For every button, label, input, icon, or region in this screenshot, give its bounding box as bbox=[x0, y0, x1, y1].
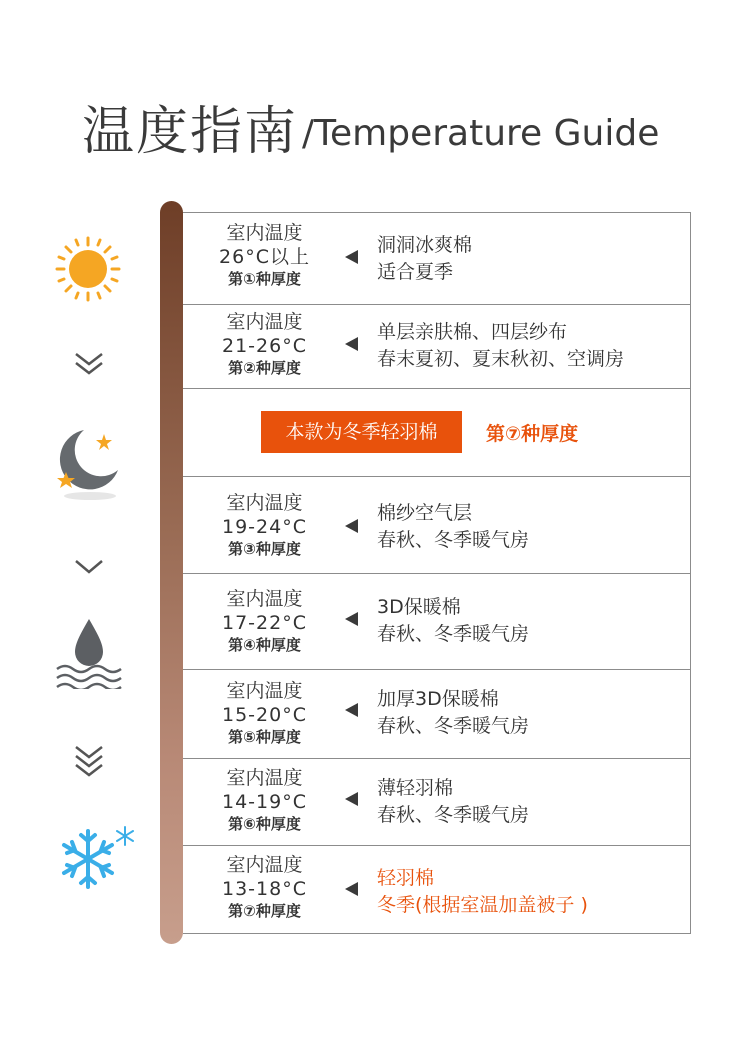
chevron-double-down-icon bbox=[73, 744, 105, 782]
row-temperature: 26°C以上 bbox=[219, 246, 310, 268]
current-product-thickness: 第⑦种厚度 bbox=[486, 423, 579, 445]
row-material: 单层亲肤棉、四层纱布 bbox=[377, 321, 568, 343]
row-thickness: 第④种厚度 bbox=[228, 636, 301, 654]
guide-row-3 bbox=[183, 476, 691, 574]
arrow-left-icon bbox=[345, 703, 358, 717]
row-season: 冬季(根据室温加盖被子 ) bbox=[377, 894, 588, 916]
arrow-left-icon bbox=[345, 250, 358, 264]
row-temperature: 15-20°C bbox=[222, 704, 307, 726]
page-title bbox=[82, 92, 659, 162]
row-label: 室内温度 bbox=[226, 854, 303, 876]
sun-icon bbox=[55, 236, 121, 302]
moon-stars-icon bbox=[54, 426, 126, 502]
row-thickness: 第②种厚度 bbox=[228, 359, 301, 377]
row-label: 室内温度 bbox=[226, 588, 303, 610]
arrow-left-icon bbox=[345, 792, 358, 806]
row-temperature: 19-24°C bbox=[222, 516, 307, 538]
arrow-left-icon bbox=[345, 612, 358, 626]
chevron-double-down-icon bbox=[73, 350, 105, 378]
row-label: 室内温度 bbox=[226, 492, 303, 514]
row-material: 3D保暖棉 bbox=[377, 596, 461, 618]
row-thickness: 第①种厚度 bbox=[228, 270, 301, 288]
row-season: 春秋、冬季暖气房 bbox=[377, 715, 530, 737]
arrow-left-icon bbox=[345, 337, 358, 351]
guide-row-2 bbox=[183, 304, 691, 389]
row-season: 春秋、冬季暖气房 bbox=[377, 623, 530, 645]
row-season: 春秋、冬季暖气房 bbox=[377, 804, 530, 826]
row-material: 棉纱空气层 bbox=[377, 502, 473, 524]
current-product-badge: 本款为冬季轻羽棉 bbox=[261, 411, 462, 453]
guide-row-1 bbox=[183, 212, 691, 305]
snowflake-icon bbox=[55, 823, 137, 895]
guide-row-4 bbox=[183, 573, 691, 670]
row-thickness: 第⑤种厚度 bbox=[228, 728, 301, 746]
arrow-left-icon bbox=[345, 519, 358, 533]
title-english: /Temperature Guide bbox=[302, 113, 660, 154]
row-temperature: 14-19°C bbox=[222, 791, 307, 813]
row-thickness: 第③种厚度 bbox=[228, 540, 301, 558]
row-temperature: 13-18°C bbox=[222, 878, 307, 900]
row-label: 室内温度 bbox=[226, 311, 303, 333]
row-season: 适合夏季 bbox=[377, 261, 454, 283]
row-temperature: 17-22°C bbox=[222, 612, 307, 634]
guide-row-6 bbox=[183, 758, 691, 846]
row-thickness: 第⑦种厚度 bbox=[228, 902, 301, 920]
row-material: 加厚3D保暖棉 bbox=[377, 688, 499, 710]
row-label: 室内温度 bbox=[226, 767, 303, 789]
row-season: 春末夏初、夏末秋初、空调房 bbox=[377, 348, 625, 370]
water-drop-waves-icon bbox=[55, 617, 123, 689]
row-label: 室内温度 bbox=[226, 222, 303, 244]
row-season: 春秋、冬季暖气房 bbox=[377, 529, 530, 551]
guide-row-7 bbox=[183, 845, 691, 934]
guide-row-5 bbox=[183, 669, 691, 759]
row-material: 薄轻羽棉 bbox=[377, 777, 454, 799]
chevron-down-icon bbox=[74, 558, 104, 576]
row-material: 轻羽棉 bbox=[377, 867, 435, 889]
row-material: 洞洞冰爽棉 bbox=[377, 234, 473, 256]
title-chinese: 温度指南 bbox=[82, 102, 299, 162]
row-temperature: 21-26°C bbox=[222, 335, 307, 357]
row-thickness: 第⑥种厚度 bbox=[228, 815, 301, 833]
row-label: 室内温度 bbox=[226, 680, 303, 702]
arrow-left-icon bbox=[345, 882, 358, 896]
temperature-gradient-bar bbox=[160, 201, 183, 944]
